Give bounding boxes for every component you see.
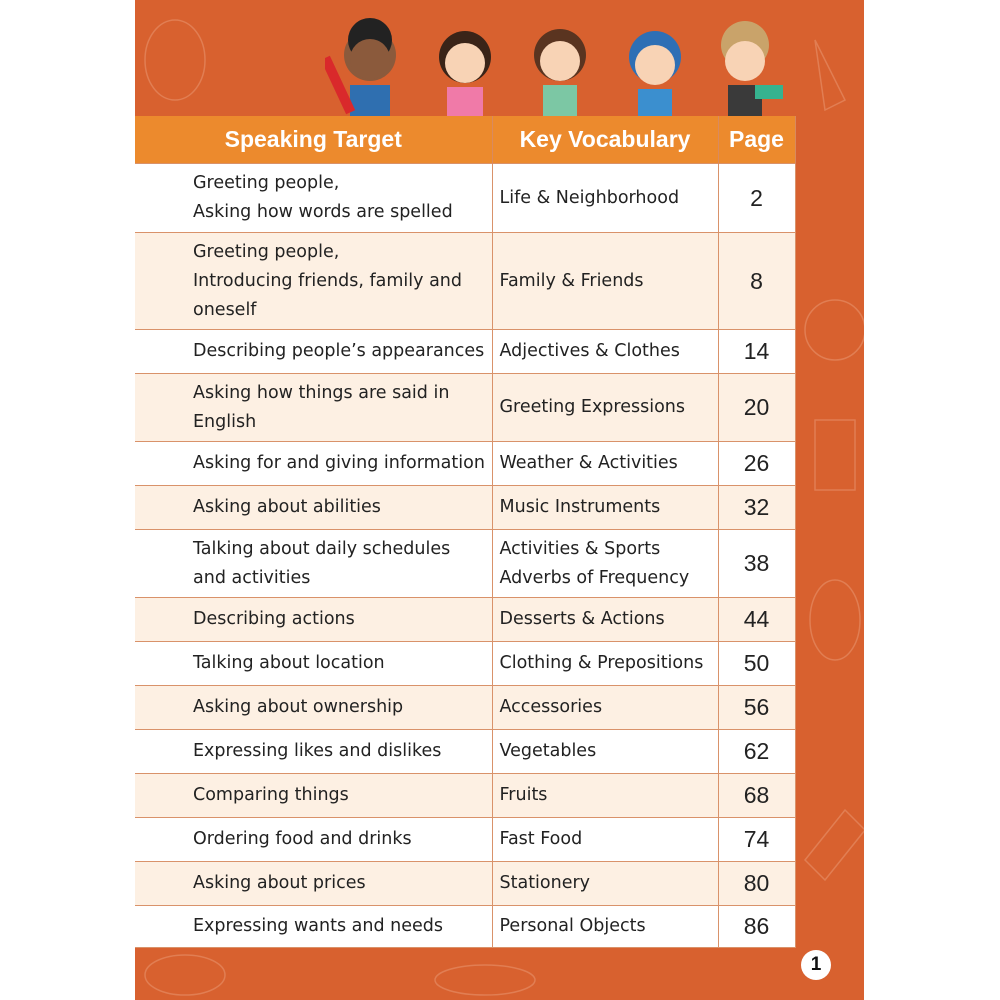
speaking-target-cell <box>135 818 492 862</box>
speaking-target-cell-line: Describing people’s appearances <box>193 341 485 361</box>
speaking-target-cell <box>135 598 492 642</box>
key-vocabulary-cell <box>492 598 718 642</box>
page-cell-line: 68 <box>743 782 770 808</box>
speaking-target-cell <box>135 774 492 818</box>
page-cell-line: 44 <box>743 606 770 632</box>
key-vocabulary-cell <box>492 233 718 330</box>
table-row <box>135 906 795 948</box>
page-cell-line: 26 <box>743 450 770 476</box>
speaking-target-cell <box>135 906 492 948</box>
key-vocabulary-cell <box>492 818 718 862</box>
speaking-target-cell-line: Asking how words are spelled <box>193 202 453 222</box>
key-vocabulary-cell <box>492 530 718 598</box>
key-vocabulary-cell-line: Fast Food <box>499 829 583 849</box>
children-illustration <box>325 15 795 120</box>
page-cell-line: 74 <box>743 826 770 852</box>
table-row <box>135 730 795 774</box>
speaking-target-cell-line: Asking how things are said in <box>193 382 450 403</box>
key-vocabulary-cell-line: Weather & Activities <box>499 453 678 473</box>
table-row <box>135 530 795 598</box>
speaking-target-cell <box>135 330 492 374</box>
page-cell <box>718 164 795 233</box>
speaking-target-cell-line: and activities <box>193 567 311 588</box>
page-number: 1 <box>801 950 831 980</box>
speaking-target-cell-line: Asking about abilities <box>193 497 381 517</box>
page-cell <box>718 906 795 948</box>
speaking-target-cell-line: Talking about location <box>193 653 385 673</box>
key-vocabulary-cell-line: Activities & Sports <box>499 538 661 559</box>
speaking-target-cell <box>135 486 492 530</box>
speaking-target-cell <box>135 374 492 442</box>
page-cell <box>718 374 795 442</box>
speaking-target-cell-line: Describing actions <box>193 609 355 629</box>
key-vocabulary-cell-line: Vegetables <box>499 741 597 761</box>
header-speaking-target: Speaking Target <box>135 116 492 164</box>
speaking-target-cell-line: Introducing friends, family and <box>193 270 463 291</box>
table-row <box>135 164 795 233</box>
table-row <box>135 233 795 330</box>
table-row <box>135 330 795 374</box>
speaking-target-cell-line: Greeting people, <box>193 241 340 262</box>
key-vocabulary-cell <box>492 642 718 686</box>
page-cell-line: 8 <box>750 267 763 294</box>
key-vocabulary-cell <box>492 730 718 774</box>
key-vocabulary-cell-line: Personal Objects <box>499 916 646 936</box>
table-row <box>135 862 795 906</box>
page-cell <box>718 862 795 906</box>
speaking-target-cell-line: Comparing things <box>193 785 349 805</box>
speaking-target-cell-line: Ordering food and drinks <box>193 829 412 849</box>
speaking-target-cell-line: Expressing likes and dislikes <box>193 741 442 761</box>
speaking-target-cell <box>135 164 492 233</box>
page-cell <box>718 818 795 862</box>
page-cell <box>718 530 795 598</box>
book-page <box>135 0 864 1000</box>
page-cell-line: 86 <box>743 913 770 939</box>
page-cell-line: 20 <box>743 394 770 420</box>
table-row <box>135 818 795 862</box>
page-cell-line: 56 <box>743 694 770 720</box>
speaking-target-cell-line: oneself <box>193 299 257 320</box>
key-vocabulary-cell <box>492 374 718 442</box>
header-key-vocabulary: Key Vocabulary <box>492 116 718 164</box>
key-vocabulary-cell <box>492 330 718 374</box>
page-cell-line: 62 <box>743 738 770 764</box>
page-cell-line: 2 <box>750 184 763 211</box>
table-row <box>135 686 795 730</box>
speaking-target-cell <box>135 862 492 906</box>
speaking-target-cell-line: Asking about prices <box>193 873 366 893</box>
table-row <box>135 598 795 642</box>
key-vocabulary-cell-line: Music Instruments <box>499 497 661 517</box>
page-cell-line: 14 <box>743 338 770 364</box>
page-cell <box>718 598 795 642</box>
page-cell <box>718 233 795 330</box>
key-vocabulary-cell-line: Family & Friends <box>499 270 644 291</box>
key-vocabulary-cell <box>492 486 718 530</box>
key-vocabulary-cell <box>492 862 718 906</box>
page-cell <box>718 442 795 486</box>
page-cell-line: 32 <box>743 494 770 520</box>
speaking-target-cell-line: Asking about ownership <box>193 697 404 717</box>
page-cell <box>718 686 795 730</box>
page-cell <box>718 486 795 530</box>
key-vocabulary-cell-line: Fruits <box>499 785 548 805</box>
key-vocabulary-cell-line: Accessories <box>499 697 603 717</box>
table-row <box>135 642 795 686</box>
table-header <box>135 116 795 164</box>
speaking-target-cell-line: Greeting people, <box>193 173 340 193</box>
key-vocabulary-cell-line: Life & Neighborhood <box>499 187 680 208</box>
key-vocabulary-cell <box>492 164 718 233</box>
table-row <box>135 486 795 530</box>
page-cell <box>718 730 795 774</box>
speaking-target-cell-line: English <box>193 411 257 432</box>
page-cell <box>718 330 795 374</box>
page-cell <box>718 642 795 686</box>
key-vocabulary-cell-line: Greeting Expressions <box>499 397 686 417</box>
speaking-target-cell <box>135 233 492 330</box>
key-vocabulary-cell-line: Adjectives & Clothes <box>499 341 680 361</box>
speaking-target-cell-line: Expressing wants and needs <box>193 916 443 936</box>
header-page: Page <box>718 116 795 164</box>
contents-table <box>135 116 796 948</box>
key-vocabulary-cell <box>492 906 718 948</box>
speaking-target-cell <box>135 730 492 774</box>
key-vocabulary-cell-line: Adverbs of Frequency <box>499 567 690 588</box>
key-vocabulary-cell-line: Stationery <box>499 873 591 893</box>
key-vocabulary-cell-line: Desserts & Actions <box>499 609 665 629</box>
speaking-target-cell-line: Talking about daily schedules <box>193 538 451 559</box>
speaking-target-cell <box>135 686 492 730</box>
table-row <box>135 374 795 442</box>
page-cell-line: 50 <box>743 650 770 676</box>
page-cell-line: 80 <box>743 870 770 896</box>
speaking-target-cell <box>135 530 492 598</box>
page-cell <box>718 774 795 818</box>
key-vocabulary-cell <box>492 686 718 730</box>
speaking-target-cell <box>135 642 492 686</box>
page-cell-line: 38 <box>743 550 770 576</box>
table-row <box>135 774 795 818</box>
key-vocabulary-cell <box>492 442 718 486</box>
speaking-target-cell <box>135 442 492 486</box>
key-vocabulary-cell <box>492 774 718 818</box>
key-vocabulary-cell-line: Clothing & Prepositions <box>499 653 704 673</box>
speaking-target-cell-line: Asking for and giving information <box>193 453 485 473</box>
table-row <box>135 442 795 486</box>
